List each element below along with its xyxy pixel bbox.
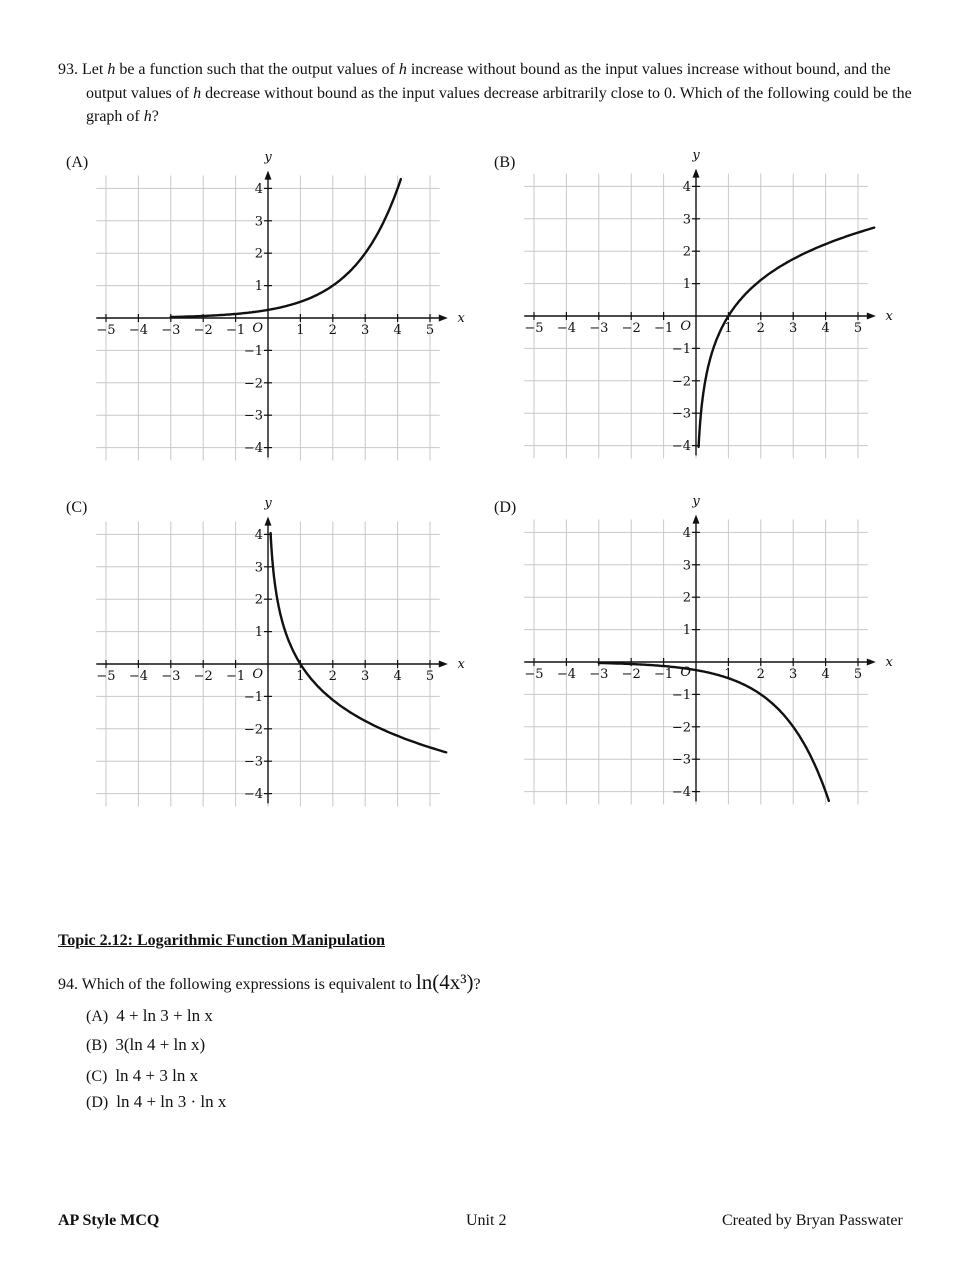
y-tick-label: −4 [671,785,691,801]
question-93 [58,58,920,129]
x-tick-label: −5 [524,321,544,336]
x-axis-label: x [457,311,465,326]
option-d-label: (D) [494,499,517,516]
x-tick-label: −4 [128,323,148,338]
x-tick-label: 2 [756,321,765,336]
x-tick-label: −5 [96,669,116,684]
x-tick-label: −2 [621,667,641,682]
y-axis-arrow-icon [265,171,272,180]
x-tick-label: 5 [425,669,435,684]
function-curve [171,179,401,317]
choice-c: (C) ln 4 + 3 ln x [86,1066,199,1085]
question-94: 94. Which of the following expressions is equivalent to ln(4x³)? [58,970,481,994]
y-tick-label: 1 [254,279,263,295]
y-axis-label: y [264,495,272,511]
x-tick-label: −1 [226,669,246,684]
origin-label: O [680,665,691,680]
y-tick-label: 4 [682,179,691,195]
footer-left: AP Style MCQ [58,1212,160,1229]
x-tick-label: 3 [361,669,370,684]
x-tick-label: −1 [654,667,674,682]
x-tick-label: 3 [789,321,798,336]
graph-b [518,147,893,458]
option-a-label: (A) [66,154,89,171]
function-curve [271,533,447,752]
y-tick-label: 3 [254,214,263,230]
y-tick-label: −3 [243,754,263,770]
y-axis-arrow-icon [693,515,700,524]
y-tick-label: 3 [682,212,691,228]
x-tick-label: −5 [96,323,116,338]
y-tick-label: 3 [254,560,263,576]
x-tick-label: 3 [789,667,798,682]
x-tick-label: 1 [724,321,733,336]
x-tick-label: 2 [756,667,765,682]
x-tick-label: 5 [425,323,435,338]
y-tick-label: −3 [671,406,691,422]
y-tick-label: −1 [243,343,263,359]
y-axis-label: y [692,493,700,509]
graph-d [518,493,893,804]
y-tick-label: −3 [243,408,263,424]
y-tick-label: 2 [682,590,691,606]
y-tick-label: −1 [243,689,263,705]
x-tick-label: −2 [621,321,641,336]
y-tick-label: −1 [671,687,691,703]
function-curve [699,228,875,447]
x-tick-label: −2 [193,323,213,338]
x-tick-label: −4 [128,669,148,684]
question-number: 93. [58,61,78,78]
function-curve [599,663,829,801]
x-axis-label: x [885,309,893,324]
question-93-stem: 93. Let h be a function such that the output values of h increase without bound as the input values increase without bound, and the output values of h decrease without bound as the input values decrease arbitrarily close to 0. Which of the following could be the graph of h? [58,61,912,125]
y-tick-label: 2 [682,244,691,260]
y-tick-label: 1 [682,623,691,639]
x-axis-label: x [457,657,465,672]
choice-d: (D) ln 4 + ln 3 · ln x [86,1092,227,1111]
y-tick-label: 2 [254,592,263,608]
graph-c [90,495,465,806]
y-tick-label: −2 [671,374,691,390]
y-axis-arrow-icon [265,517,272,526]
question-94-expression: ln(4x³) [415,970,474,994]
y-axis-label: y [692,147,700,163]
x-tick-label: −4 [556,321,576,336]
x-tick-label: 4 [393,323,402,338]
y-axis-label: y [264,149,272,165]
y-tick-label: −4 [243,787,263,803]
y-tick-label: −3 [671,752,691,768]
y-tick-label: −4 [671,439,691,455]
y-tick-label: −2 [243,376,263,392]
x-axis-label: x [885,655,893,670]
x-tick-label: −3 [161,669,181,684]
x-tick-label: 1 [296,323,305,338]
x-tick-label: −1 [654,321,674,336]
option-c-label: (C) [66,499,88,516]
x-tick-label: 3 [361,323,370,338]
y-tick-label: 4 [682,525,691,541]
x-tick-label: 1 [296,669,305,684]
origin-label: O [252,321,263,336]
x-tick-label: 5 [853,667,863,682]
x-tick-label: 4 [821,321,830,336]
x-tick-label: 2 [328,669,337,684]
footer-center: Unit 2 [466,1212,507,1229]
y-tick-label: −2 [671,720,691,736]
y-tick-label: 4 [254,527,263,543]
x-tick-label: 4 [821,667,830,682]
x-tick-label: −3 [589,321,609,336]
y-tick-label: 4 [254,181,263,197]
x-tick-label: 5 [853,321,863,336]
x-axis-arrow-icon [439,315,448,322]
graph-a [90,149,465,460]
x-tick-label: 2 [328,323,337,338]
x-tick-label: −3 [589,667,609,682]
y-tick-label: 2 [254,246,263,262]
x-tick-label: −4 [556,667,576,682]
x-tick-label: 1 [724,667,733,682]
x-tick-label: −5 [524,667,544,682]
y-tick-label: −4 [243,441,263,457]
origin-label: O [252,667,263,682]
origin-label: O [680,319,691,334]
x-axis-arrow-icon [867,313,876,320]
x-tick-label: 4 [393,669,402,684]
x-axis-arrow-icon [867,659,876,666]
x-tick-label: −2 [193,669,213,684]
y-tick-label: 1 [254,625,263,641]
y-tick-label: 1 [682,277,691,293]
y-axis-arrow-icon [693,169,700,178]
option-b-label: (B) [494,154,516,171]
footer-right: Created by Bryan Passwater [722,1212,903,1229]
choice-a: (A) 4 + ln 3 + ln x [86,1006,213,1025]
x-tick-label: −3 [161,323,181,338]
y-tick-label: 3 [682,558,691,574]
x-axis-arrow-icon [439,661,448,668]
x-tick-label: −1 [226,323,246,338]
choice-b: (B) 3(ln 4 + ln x) [86,1035,206,1054]
topic-heading: Topic 2.12: Logarithmic Function Manipulation [58,932,385,949]
y-tick-label: −2 [243,722,263,738]
y-tick-label: −1 [671,341,691,357]
